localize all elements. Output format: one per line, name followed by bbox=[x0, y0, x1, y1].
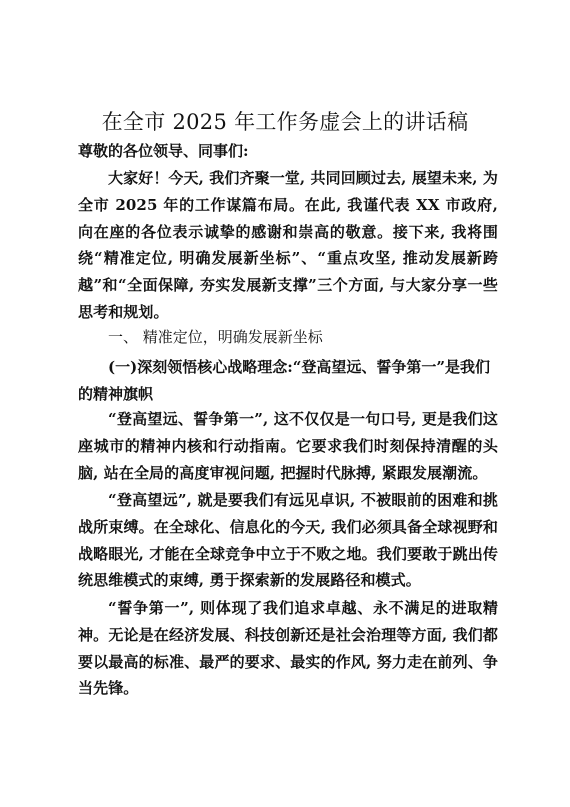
salutation: 尊敬的各位领导、同事们: bbox=[78, 142, 249, 160]
subsection-heading: (一)深刻领悟核心战略理念:“登高望远、誓争第一”是我们的精神旗帜 bbox=[78, 358, 490, 403]
document-title: 在全市 2025 年工作务虚会上的讲话稿 bbox=[101, 110, 469, 134]
intro-paragraph: 大家好！今天, 我们齐聚一堂, 共同回顾过去, 展望未来, 为全市 2025 年的工作谋篇布局。在此, 我谨代表 XX 市政府, 向在座的各位表示诚挚的感谢和崇高的敬意。接下来, 我将围绕“精准定位, 明确发展新坐标”、“重点攻坚, 推动发展新跨越”和“全面保障, 夯实发展新支撑”三个方面, 与大家分享一些思考和规划。 bbox=[78, 169, 498, 321]
paragraph-4: “誓争第一”, 则体现了我们追求卓越、永不满足的进取精神。无论是在经济发展、科技创新还是社会治理等方面, 我们都要以最高的标准、最严的要求、最实的作风, 努力走在前列、争当先锋。 bbox=[78, 599, 498, 698]
paragraph-2: “登高望远、誓争第一”, 这不仅仅是一句口号, 更是我们这座城市的精神内核和行动指南。它要求我们时刻保持清醒的头脑, 站在全局的高度审视问题, 把握时代脉搏, 紧跟发展潮流。 bbox=[78, 410, 498, 482]
paragraph-3: “登高望远”, 就是要我们有远见卓识, 不被眼前的困难和挑战所束缚。在全球化、信息化的今天, 我们必须具备全球视野和战略眼光, 才能在全球竞争中立于不败之地。我们要敢于跳出传统思维模式的束缚, 勇于探索新的发展路径和模式。 bbox=[78, 491, 498, 590]
section-heading: 一、 精准定位，明确发展新坐标 bbox=[108, 328, 323, 346]
